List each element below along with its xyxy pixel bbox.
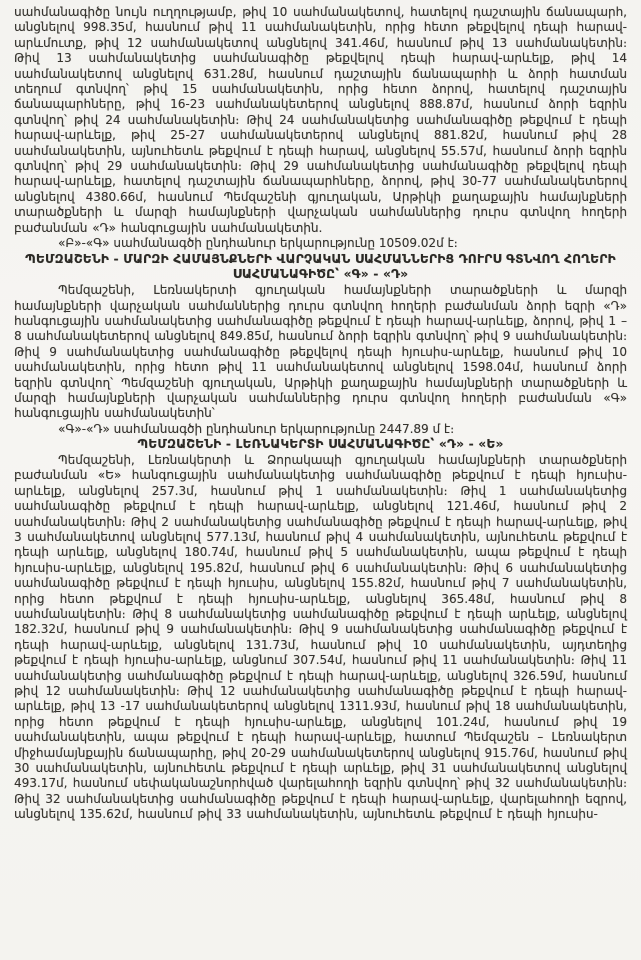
paragraph-boundary-de: Պեմզաշենի, Լեռնակերտի և Ձորակապի գյուղական համայնքների տարածքների բաժանման «Ե» հանգուցային սահմանակետից սահմանագիծը թեքվում է դեպի հյուսիս-արևելք, անցնելով 257.3մ, հասնում թիվ 1 սահմանակետին։ Թիվ 1 սահմանակետից սահմանագիծը թեքվում է դեպի հարավ-արևելք, անցնելով 121.46մ, հասնում թիվ 2 սահմանակետին։ Թիվ 2 սահմանակետից սահմանագիծը թեքվում է դեպի հարավ-արևելք, թիվ 3 սահմանակետով անցնելով 577.13մ, հասնում թիվ 4 սահմանակետին, այնուհետև թեքվում է դեպի արևելք, անցնելով 180.74մ, հասնում թիվ 5 սահմանակետին, ապա թեքվում է դեպի հյուսիս-արևելք, անցնելով 195.82մ, հասնում թիվ 6 սահմանակետին։ Թիվ 6 սահմանակետից սահմանագիծը թեքվում է դեպի հյուսիս, անցնելով 155.82մ, հասնում թիվ 7 սահմանակետին, որից հետո թեքվում է դեպի հյուսիս-արևելք, անցնելով 365.48մ, հասնում թիվ 8 սահմանակետին։ Թիվ 8 սահմանակետից սահմանագիծը թեքվում է դեպի արևելք, անցնելով 182.32մ, հասնում թիվ 9 սահմանակետին։ Թիվ 9 սահմանակետից սահմանագիծը թեքվում է դեպի հարավ-արևելք, անցնելով 131.73մ, հասնում թիվ 10 սահմանակետին, այդտեղից թեքվում է դեպի հյուսիս-արևելք, անցնում 307.54մ, հասնում թիվ 11 սահմանակետին։ Թիվ 11 սահմանակետից սահմանագիծը թեքվում է դեպի հարավ-արևելք, անցնելով 326.59մ, հասնում թիվ 12 սահմանակետին։ Թիվ 12 սահմանակետից սահմանագիծը թեքվում է դեպի հարավ-արևելք, թիվ 13 -17 սահմանակետերով անցնելով 1311.93մ, հասնում թիվ 18 սահմանակետին, որից հետո թեքվում է դեպի հյուսիս-արևելք, անցնելով 101.24մ, հասնում թիվ 19 սահմանակետին, ապա թեքվում է դեպի հարավ-արևելք, հատում Պեմզաշեն – Լեռնակերտ միջհամայնքային ճանապարհը, թիվ 20-29 սահմանակետերով անցնելով 915.76մ, հասնում թիվ 30 սահմանակետին, այնուհետև թեքվում է դեպի արևելք, թիվ 31 սահմանակետով անցնելով 493.17մ, հասնում սեփականաշնորհված վարելահողի եզրին գտնվող՝ թիվ 32 սահմանակետին։ Թիվ 32 սահմանակետից սահմանագիծը թեքվում է դեպի հարավ-արևելք, վարելահողի եզրով, անցնելով 135.62մ, հասնում թիվ 33 սահմանակետին, այնուհետև թեքվում է դեպի հյուսիս- bbox=[14, 452, 627, 822]
section-heading-gd: ՊԵՄԶԱՇԵՆԻ - ՄԱՐԶԻ ՀԱՄԱՅՆՔՆԵՐԻ ՎԱՐՉԱԿԱՆ ՍԱՀՄԱՆՆԵՐԻՑ ԴՈՒՐՍ ԳՏՆՎՈՂ ՀՈՂԵՐԻ ՍԱՀՄԱՆԱԳԻԾԸ՝ «Գ» - «Դ» bbox=[25, 251, 616, 282]
paragraph-boundary-bg-continuation: սահմանագիծը նույն ուղղությամբ, թիվ 10 սահմանակետով, հատելով դաշտային ճանապարհ, անցնելով 998.35մ, հասնում թիվ 11 սահմանակետին, որից հետո թեքվելով դեպի հարավ-արևմուտք, թիվ 12 սահմանակետով անցնելով 341.46մ, հասնում թիվ 13 սահմանակետին։ Թիվ 13 սահմանակետից սահմանագիծը թեքվելով դեպի հարավ-արևելք, թիվ 14 սահմանակետով անցնելով 631.28մ, հասնում դաշտային ճանապարհի և ձորի հատման տեղում գտնվող՝ թիվ 15 սահմանակետին, որից հետո ձորով, հատելով դաշտային ճանապարհները, թիվ 16-23 սահմանակետերով անցնելով 888.87մ, հասնում ձորի եզրին գտնվող՝ թիվ 24 սահմանակետին։ Թիվ 24 սահմանակետից սահմանագիծը թեքվում է դեպի հարավ-արևելք, թիվ 25-27 սահմանակետերով անցնելով 881.82մ, հասնում թիվ 28 սահմանակետին, այնուհետև թեքվում է դեպի հարավ, անցնելով 55.57մ, հասնում ձորի եզրին գտնվող՝ թիվ 29 սահմանակետին։ Թիվ 29 սահմանակետից սահմանագիծը թեքվելով դեպի հարավ-արևելք, հատելով դաշտային ճանապարհները, ձորով, թիվ 30-77 սահմանակետերով անցնելով 4380.66մ, հասնում Պեմզաշենի գյուղական, Արթիկի քաղաքային համայնքների տարածքների և մարզի համայնքների վարչական սահմաններից դուրս գտնվող հողերի բաժանման «Դ» հանգուցային սահմանակետին. bbox=[14, 5, 627, 235]
paragraph-boundary-gd: Պեմզաշենի, Լեռնակերտի գյուղական համայնքների տարածքների և մարզի համայնքների վարչական սահմաններից դուրս գտնվող հողերի բաժանման ձորի եզրի «Դ» հանգուցային սահմանակետից սահմանագիծը թեքվում է դեպի հարավ-արևելք, ձորով, թիվ 1 – 8 սահմանակետերով անցնելով 849.85մ, հասնում ձորի եզրին գտնվող՝ թիվ 9 սահմանակետին։ Թիվ 9 սահմանակետից սահմանագիծը թեքվելով դեպի հյուսիս-արևելք, հասնում թիվ 10 սահմանակետին, որից հետո թիվ 11 սահմանակետով անցնելով 1598.04մ, հասնում ձորի եզրին գտնվող՝ Պեմզաշենի գյուղական, Արթիկի քաղաքային համայնքների տարածքների և մարզի համայնքների վարչական սահմաններից դուրս գտնվող հողերի բաժանման «Գ» հանգուցային սահմանակետին՝ bbox=[14, 283, 627, 421]
boundary-length-note-gd: «Գ»-«Դ» սահմանագծի ընդհանուր երկարությունը 2447.89 մ է։ bbox=[58, 421, 455, 436]
section-heading-de: ՊԵՄԶԱՇԵՆԻ - ԼԵՌՆԱԿԵՐՏԻ ՍԱՀՄԱՆԱԳԻԾԸ՝ «Դ» - «Ե» bbox=[137, 437, 504, 452]
boundary-length-note-bg: «Բ»-«Գ» սահմանագծի ընդհանուր երկարությունը 10509.02մ է։ bbox=[58, 236, 458, 251]
